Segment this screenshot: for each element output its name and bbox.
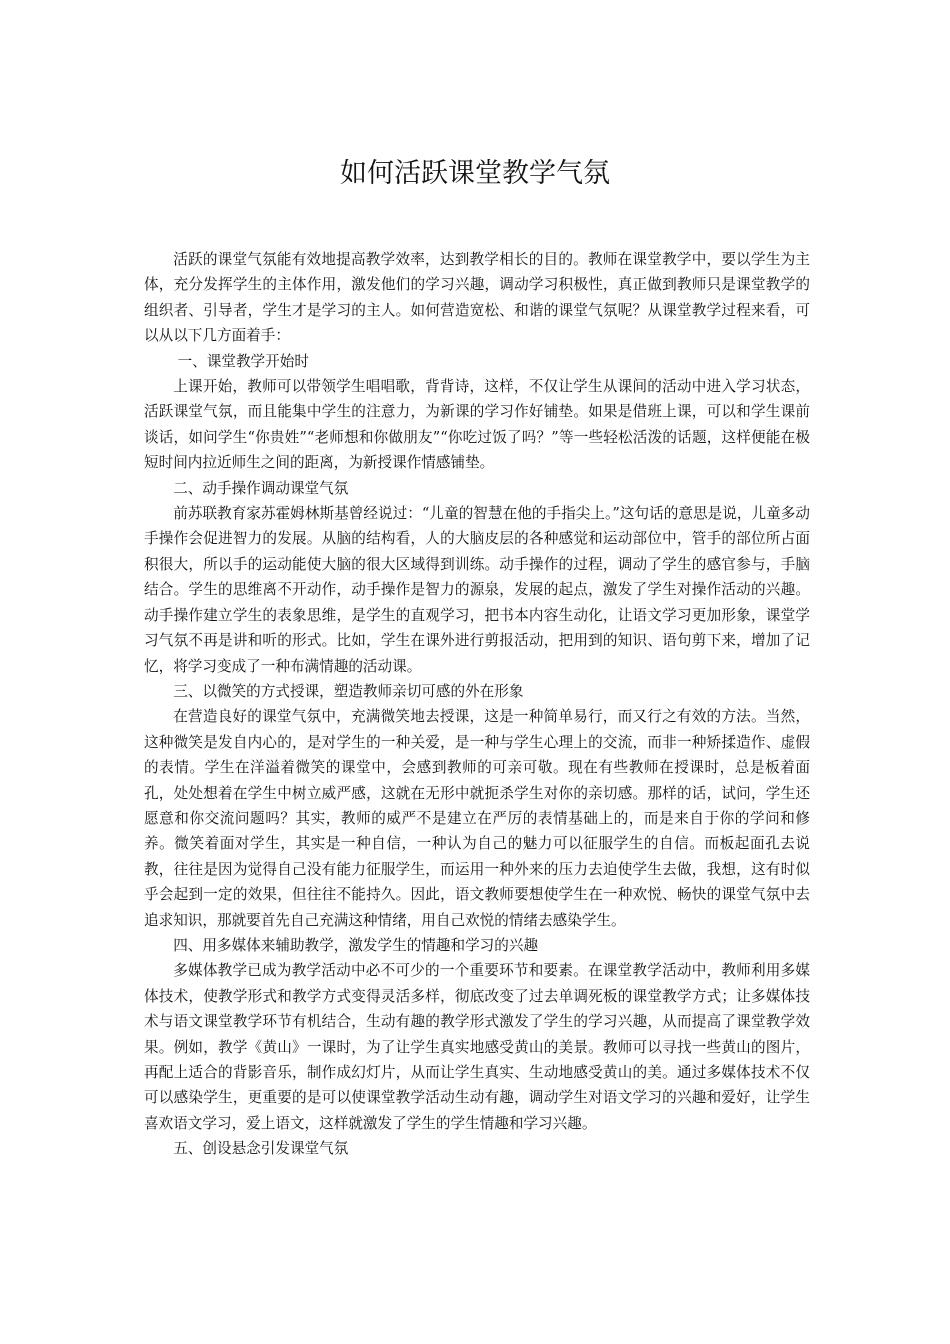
section-heading-4: 四、用多媒体来辅助教学，激发学生的情趣和学习的兴趣 xyxy=(173,936,539,954)
document-title: 如何活跃课堂教学气氛 xyxy=(340,158,610,189)
section-paragraph-4: 多媒体教学已成为教学活动中必不可少的一个重要环节和要素。在课堂教学活动中，教师利用多媒体技术，使教学形式和教学方式变得灵活多样，彻底改变了过去单调死板的课堂教学方式；让多媒体技术与语文课堂教学环节有机结合，生动有趣的教学形式激发了学生的学习兴趣，从而提高了课堂教学效果。例如，教学《黄山》一课时，为了让学生真实地感受黄山的美景。教师可以寻找一些黄山的图片，再配上适合的背影音乐，制作成幻灯片，从而让学生真实、生动地感受黄山的美。通过多媒体技术不仅可以感染学生，更重要的是可以使课堂教学活动生动有趣，调动学生对语文学习的兴趣和爱好，让学生喜欢语文学习，爱上语文，这样就激发了学生的学生情趣和学习兴趣。 xyxy=(144,962,810,1132)
intro-paragraph: 活跃的课堂气氛能有效地提高教学效率，达到教学相长的目的。教师在课堂教学中，要以学生为主体，充分发挥学生的主体作用，激发他们的学习兴趣，调动学习积极性，真正做到教师只是课堂教学的组织者、引导者，学生才是学习的主人。如何营造宽松、和谐的课堂气氛呢？从课堂教学过程来看，可以从以下几方面着手： xyxy=(144,251,810,345)
document-body xyxy=(144,247,810,1162)
section-paragraph-2: 前苏联教育家苏霍姆林斯基曾经说过：“儿童的智慧在他的手指尖上。”这句话的意思是说，儿童多动手操作会促进智力的发展。从脑的结构看，人的大脑皮层的各种感觉和运动部位中，管手的部位所占面积很大，所以手的运动能使大脑的很大区域得到训练。动手操作的过程，调动了学生的感官参与，手脑结合。学生的思维离不开动作，动手操作是智力的源泉，发展的起点，激发了学生对操作活动的兴趣。动手操作建立学生的表象思维，是学生的直观学习，把书本内容生动化，让语文学习更加形象，课堂学习气氛不再是讲和听的形式。比如，学生在课外进行剪报活动，把用到的知识、语句剪下来，增加了记忆，将学习变成了一种布满情趣的活动课。 xyxy=(144,505,810,675)
section-heading-1: 一、课堂教学开始时 xyxy=(177,352,309,370)
section-heading-5: 五、创设悬念引发课堂气氛 xyxy=(173,1140,349,1158)
section-paragraph-3: 在营造良好的课堂气氛中，充满微笑地去授课，这是一种简单易行，而又行之有效的方法。当然，这种微笑是发自内心的，是对学生的一种关爱，是一种与学生心理上的交流，而非一种矫揉造作、虚假的表情。学生在洋溢着微笑的课堂中，会感到教师的可亲可敬。现在有些教师在授课时，总是板着面孔，处处想着在学生中树立威严感，这就在无形中就扼杀学生对你的亲切感。那样的话，试问，学生还愿意和你交流问题吗？其实，教师的威严不是建立在严厉的表情基础上的，而是来自于你的学问和修养。微笑着面对学生，其实是一种自信，一种认为自己的魅力可以征服学生的自信。而板起面孔去说教，往往是因为觉得自己没有能力征服学生，而运用一种外来的压力去迫使学生去做，我想，这有时似乎会起到一定的效果，但往往不能持久。因此，语文教师要想使学生在一种欢悦、畅快的课堂气氛中去追求知识，那就要首先自己充满这种情绪，用自己欢悦的情绪去感染学生。 xyxy=(144,708,810,929)
section-paragraph-1: 上课开始，教师可以带领学生唱唱歌，背背诗，这样，不仅让学生从课间的活动中进入学习状态，活跃课堂气氛，而且能集中学生的注意力，为新课的学习作好铺垫。如果是借班上课，可以和学生课前谈话，如问学生“你贵姓”“老师想和你做朋友”“你吃过饭了吗？”等一些轻松活泼的话题，这样便能在极短时间内拉近师生之间的距离，为新授课作情感铺垫。 xyxy=(144,378,810,472)
section-heading-2: 二、动手操作调动课堂气氛 xyxy=(173,479,349,497)
section-heading-3: 三、以微笑的方式授课，塑造教师亲切可感的外在形象 xyxy=(173,682,524,700)
